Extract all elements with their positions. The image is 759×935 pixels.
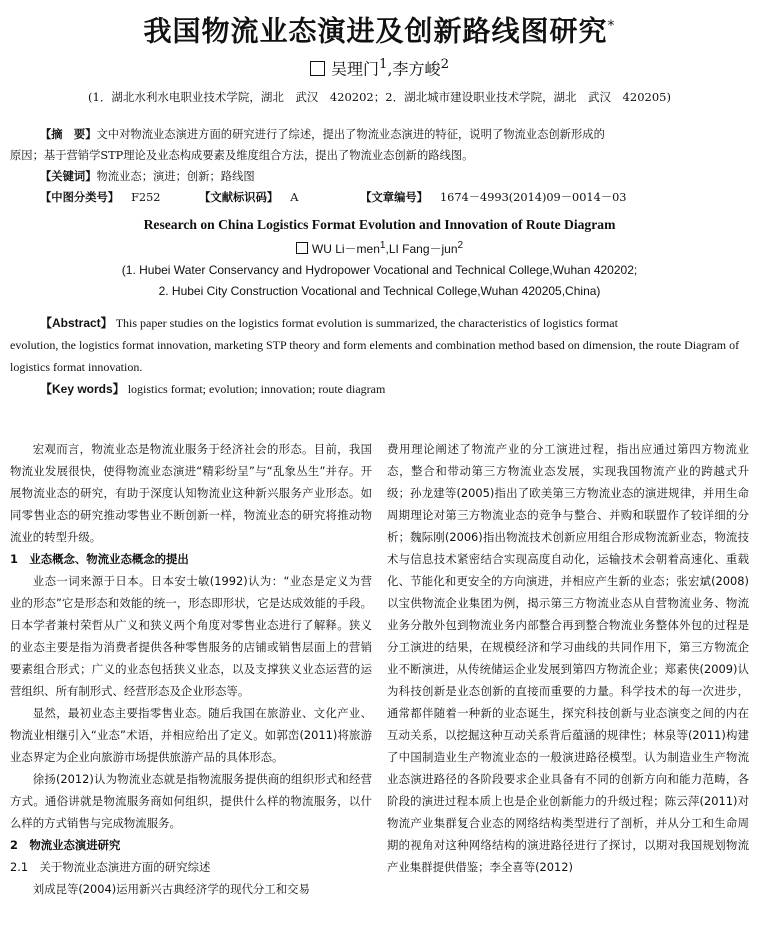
affiliation-cn: (1．湖北水利水电职业技术学院，湖北 武汉 420202；2．湖北城市建设职业技术学院，湖北 武汉 420205) [88, 89, 671, 104]
section-1-paragraph-2: 显然，最初业态主要指零售业态。随后我国在旅游业、文化产业、物流业相继引入“业态”术语，并相应给出了定义。如郭峦(2011)将旅游业态界定为企业向旅游市场提供旅游产品的具体形态。 [10, 706, 372, 764]
abstract-en-line-1 [10, 312, 749, 334]
body-columns [10, 438, 749, 900]
author-en-2-sup: 2 [457, 239, 464, 251]
section-1-paragraph-3: 徐扬(2012)认为物流业态就是指物流服务提供商的组织形式和经营方式。通俗讲就是物流服务商如何组织，提供什么样的物流服务，以什么样的方式销售与完成物流服务。 [10, 772, 372, 830]
authors-cn [10, 53, 749, 81]
author-cn-1: 吴理门 [330, 59, 379, 79]
paper-title-cn [10, 8, 749, 49]
clc-label: 【中图分类号】 [40, 190, 120, 204]
section-2-1-paragraph-start: 刘成昆等(2004)运用新兴古典经济学的现代分工和交易 [32, 882, 310, 896]
author-cn-2-sup: 2 [440, 57, 450, 73]
author-separator: , [387, 59, 393, 79]
keywords-en-text: logistics format; evolution; innovation; route diagram [127, 381, 386, 396]
abstract-cn-line-2: 原因；基于营销学STP理论及业态构成要素及维度组合方法，提出了物流业态创新的路线图。 [10, 148, 474, 162]
affiliation-en-line-1: (1. Hubei Water Conservancy and Hydropower Vocational and Technical College,Wuhan 420202; [121, 262, 638, 277]
section-2-heading: 2 物流业态演进研究 [10, 838, 121, 852]
author-box-icon [310, 61, 325, 76]
author-en-2: LI Fang－jun [388, 241, 458, 256]
intro-paragraph: 宏观而言，物流业态是物流业服务于经济社会的形态。目前，我国物流业发展很快，使得物流业态演进“精彩纷呈”与“乱象丛生”并存。开展物流业态的研究，有助于深度认知物流业这种新兴服务产业形态。如同零售业态的研究推动零售业不断创新一样，物流业态的研究将推动物流业的转型升级。 [10, 442, 372, 544]
abstract-cn-text-1: 文中对物流业态演进方面的研究进行了综述，提出了物流业态演进的特征，说明了物流业态创新形成的 [96, 127, 605, 141]
section-1-paragraph-1: 业态一词来源于日本。日本安士敏(1992)认为：“业态是定义为营业的形态”它是形态和效能的统一，形态即形状，它是达成效能的手段。日本学者兼村荣哲从广义和狭义两个角度对零售业态进行了解释。狭义的业态主要是指为消费者提供各种零售服务的店铺或销售层面上的营销要素组合形式；广义的业态包括狭义业态，以及支撑狭义业态运营的运营组织、所有制形式、经营形态及企业形态等。 [10, 574, 372, 698]
paper-page [0, 8, 759, 935]
keywords-cn-label: 【关键词】 [40, 169, 97, 183]
body-column-left [10, 438, 372, 900]
abstract-cn [10, 124, 749, 187]
abstract-en-text-first: This paper studies on the logistics format evolution is summarized, the characteristics of logistics format [115, 315, 618, 330]
keywords-cn [10, 166, 749, 187]
abstract-en-label: 【Abstract】 [40, 315, 113, 330]
author-en-separator: , [385, 241, 389, 256]
article-no-value: 1674－4993(2014)09－0014－03 [439, 190, 627, 204]
author-en-box-icon [296, 242, 308, 254]
doc-code-label: 【文献标识码】 [199, 190, 279, 204]
abstract-en [10, 312, 749, 378]
author-cn-1-sup: 1 [378, 57, 388, 73]
keywords-en [10, 378, 749, 400]
body-column-right [387, 438, 749, 900]
abstract-en-text-rest: evolution, the logistics format innovation, marketing STP theory and form elements and combination method based on dimension, the route Diagram of logistics format innovation. [10, 337, 740, 374]
affiliation-en-line-2: 2. Hubei City Construction Vocational and Technical College,Wuhan 420205,China) [158, 283, 601, 298]
keywords-cn-text: 物流业态；演进；创新；路线图 [96, 169, 255, 183]
authors-en [10, 235, 749, 260]
author-en-1-sup: 1 [379, 239, 386, 251]
paper-title-en: Research on China Logistics Format Evolution and Innovation of Route Diagram [143, 216, 616, 232]
author-en-1: WU Li－men [311, 241, 380, 256]
classification-row [10, 187, 749, 209]
section-2-1-heading: 2.1 关于物流业态演进方面的研究综述 [10, 860, 211, 874]
title-cn-text: 我国物流业态演进及创新路线图研究 [143, 14, 608, 48]
keywords-en-label: 【Key words】 [40, 381, 125, 396]
section-2-1-paragraph-continued: 费用理论阐述了物流产业的分工演进过程，指出应通过第四方物流业态，整合和带动第三方物流业态发展，实现我国物流产业的跨越式升级；孙龙建等(2005)指出了欧美第三方物流业态的演进规律，并用生命周期理论对第三方物流业态的竞争与整合、并购和联盟作了较详细的分析；魏际刚(2006)指出物流技术创新应用组合形成物流新业态，物流技术与信息技术紧密结合实现高度自动化，运输技术会朝着高速化、重载化、节能化和更安全的方向演进，并相应产生新的业态；张宏斌(2008)以宝供物流企业集团为例，揭示第三方物流业态从自营物流业务、物流业务分散外包到物流业务内部整合再到整合物流业务整体外包的过程是分工演进的结果，在规模经济和学习曲线的共同作用下，第三方物流企业不断演进，从传统储运企业发展到第四方物流企业；郑素侠(2009)认为科技创新是业态创新的直接而重要的力量。科学技术的每一次进步，通常都伴随着一种新的业态诞生，探究科技创新与业态演变之间的内在互动关系，以挖掘这种互动关系背后蕴涵的规律性；林泉等(2011)构建了中国制造业生产物流业态的一般演进路径模型。认为制造业生产物流业态演进路径的各阶段要求企业具备有不同的创新方向和能力范畴，各阶段的演进过程本质上也是企业创新能力的升级过程；陈云萍(2011)对物流产业集群复合业态的网络结构类型进行了剖析，并从分工和生命周期的视角对这种网络结构的演进路径进行了探讨，以期对我国规划物流产业集群提供借鉴；李全喜等(2012) [387, 442, 749, 874]
section-1-heading: 1 业态概念、物流业态概念的提出 [10, 552, 189, 566]
abstract-cn-line-1 [10, 124, 749, 145]
article-no-label: 【文章编号】 [360, 190, 428, 204]
title-footnote-mark: * [607, 18, 616, 34]
doc-code-value: A [290, 190, 299, 204]
author-cn-2: 李方峻 [392, 59, 441, 79]
clc-value: F252 [131, 190, 161, 204]
abstract-cn-label: 【摘 要】 [40, 127, 97, 141]
